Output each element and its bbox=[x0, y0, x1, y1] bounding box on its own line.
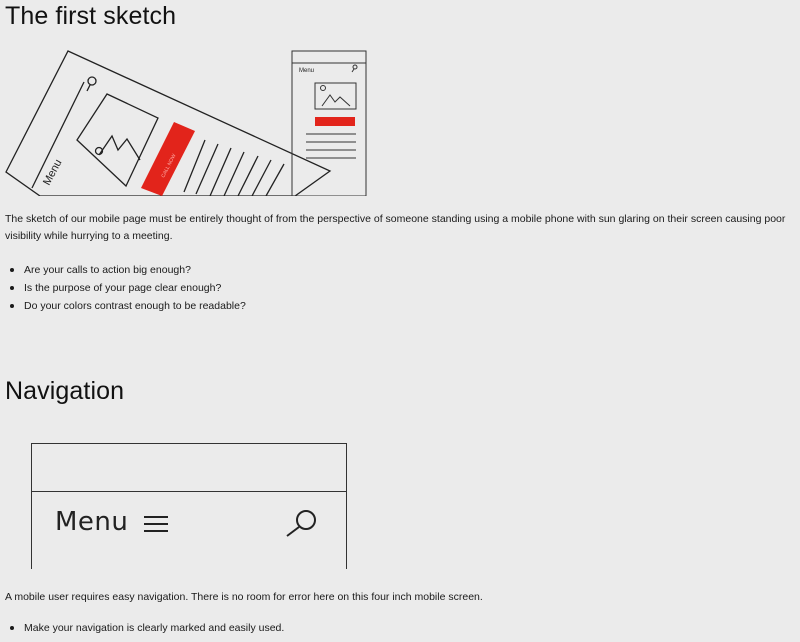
search-icon[interactable] bbox=[284, 509, 320, 537]
list-item: Make your navigation is clearly marked and easily used. bbox=[8, 619, 284, 637]
upright-sketch-cta bbox=[315, 117, 355, 126]
section-title-navigation: Navigation bbox=[5, 377, 125, 405]
list-item: Is the purpose of your page clear enough? bbox=[8, 279, 246, 297]
bullet-list-navigation bbox=[8, 619, 284, 637]
sketch-cta-label: CALL NOW bbox=[160, 153, 178, 179]
navigation-menu-label[interactable]: Menu bbox=[55, 507, 129, 537]
navigation-demo-topbar bbox=[32, 444, 346, 492]
hamburger-icon[interactable] bbox=[144, 515, 168, 533]
sketch-illustration bbox=[0, 36, 380, 196]
bullet-list-first-sketch bbox=[8, 261, 246, 315]
list-item: Do your colors contrast enough to be readable? bbox=[8, 297, 246, 315]
navigation-demo-menu-row bbox=[32, 492, 346, 568]
list-item: Are your calls to action big enough? bbox=[8, 261, 246, 279]
paragraph-first-sketch: The sketch of our mobile page must be entirely thought of from the perspective of someone standing using a mobile phone with sun glaring on their screen causing poor visibility while hurrying to a meeting. bbox=[5, 213, 786, 242]
sketch-text-lines bbox=[184, 140, 284, 196]
section-title-first-sketch: The first sketch bbox=[5, 2, 177, 30]
upright-sketch-menu: Menu bbox=[299, 68, 315, 74]
paragraph-navigation: A mobile user requires easy navigation. There is no room for error here on this four inch mobile screen. bbox=[5, 591, 483, 603]
navigation-demo bbox=[31, 443, 347, 569]
sketch-menu-label: Menu bbox=[41, 157, 65, 188]
